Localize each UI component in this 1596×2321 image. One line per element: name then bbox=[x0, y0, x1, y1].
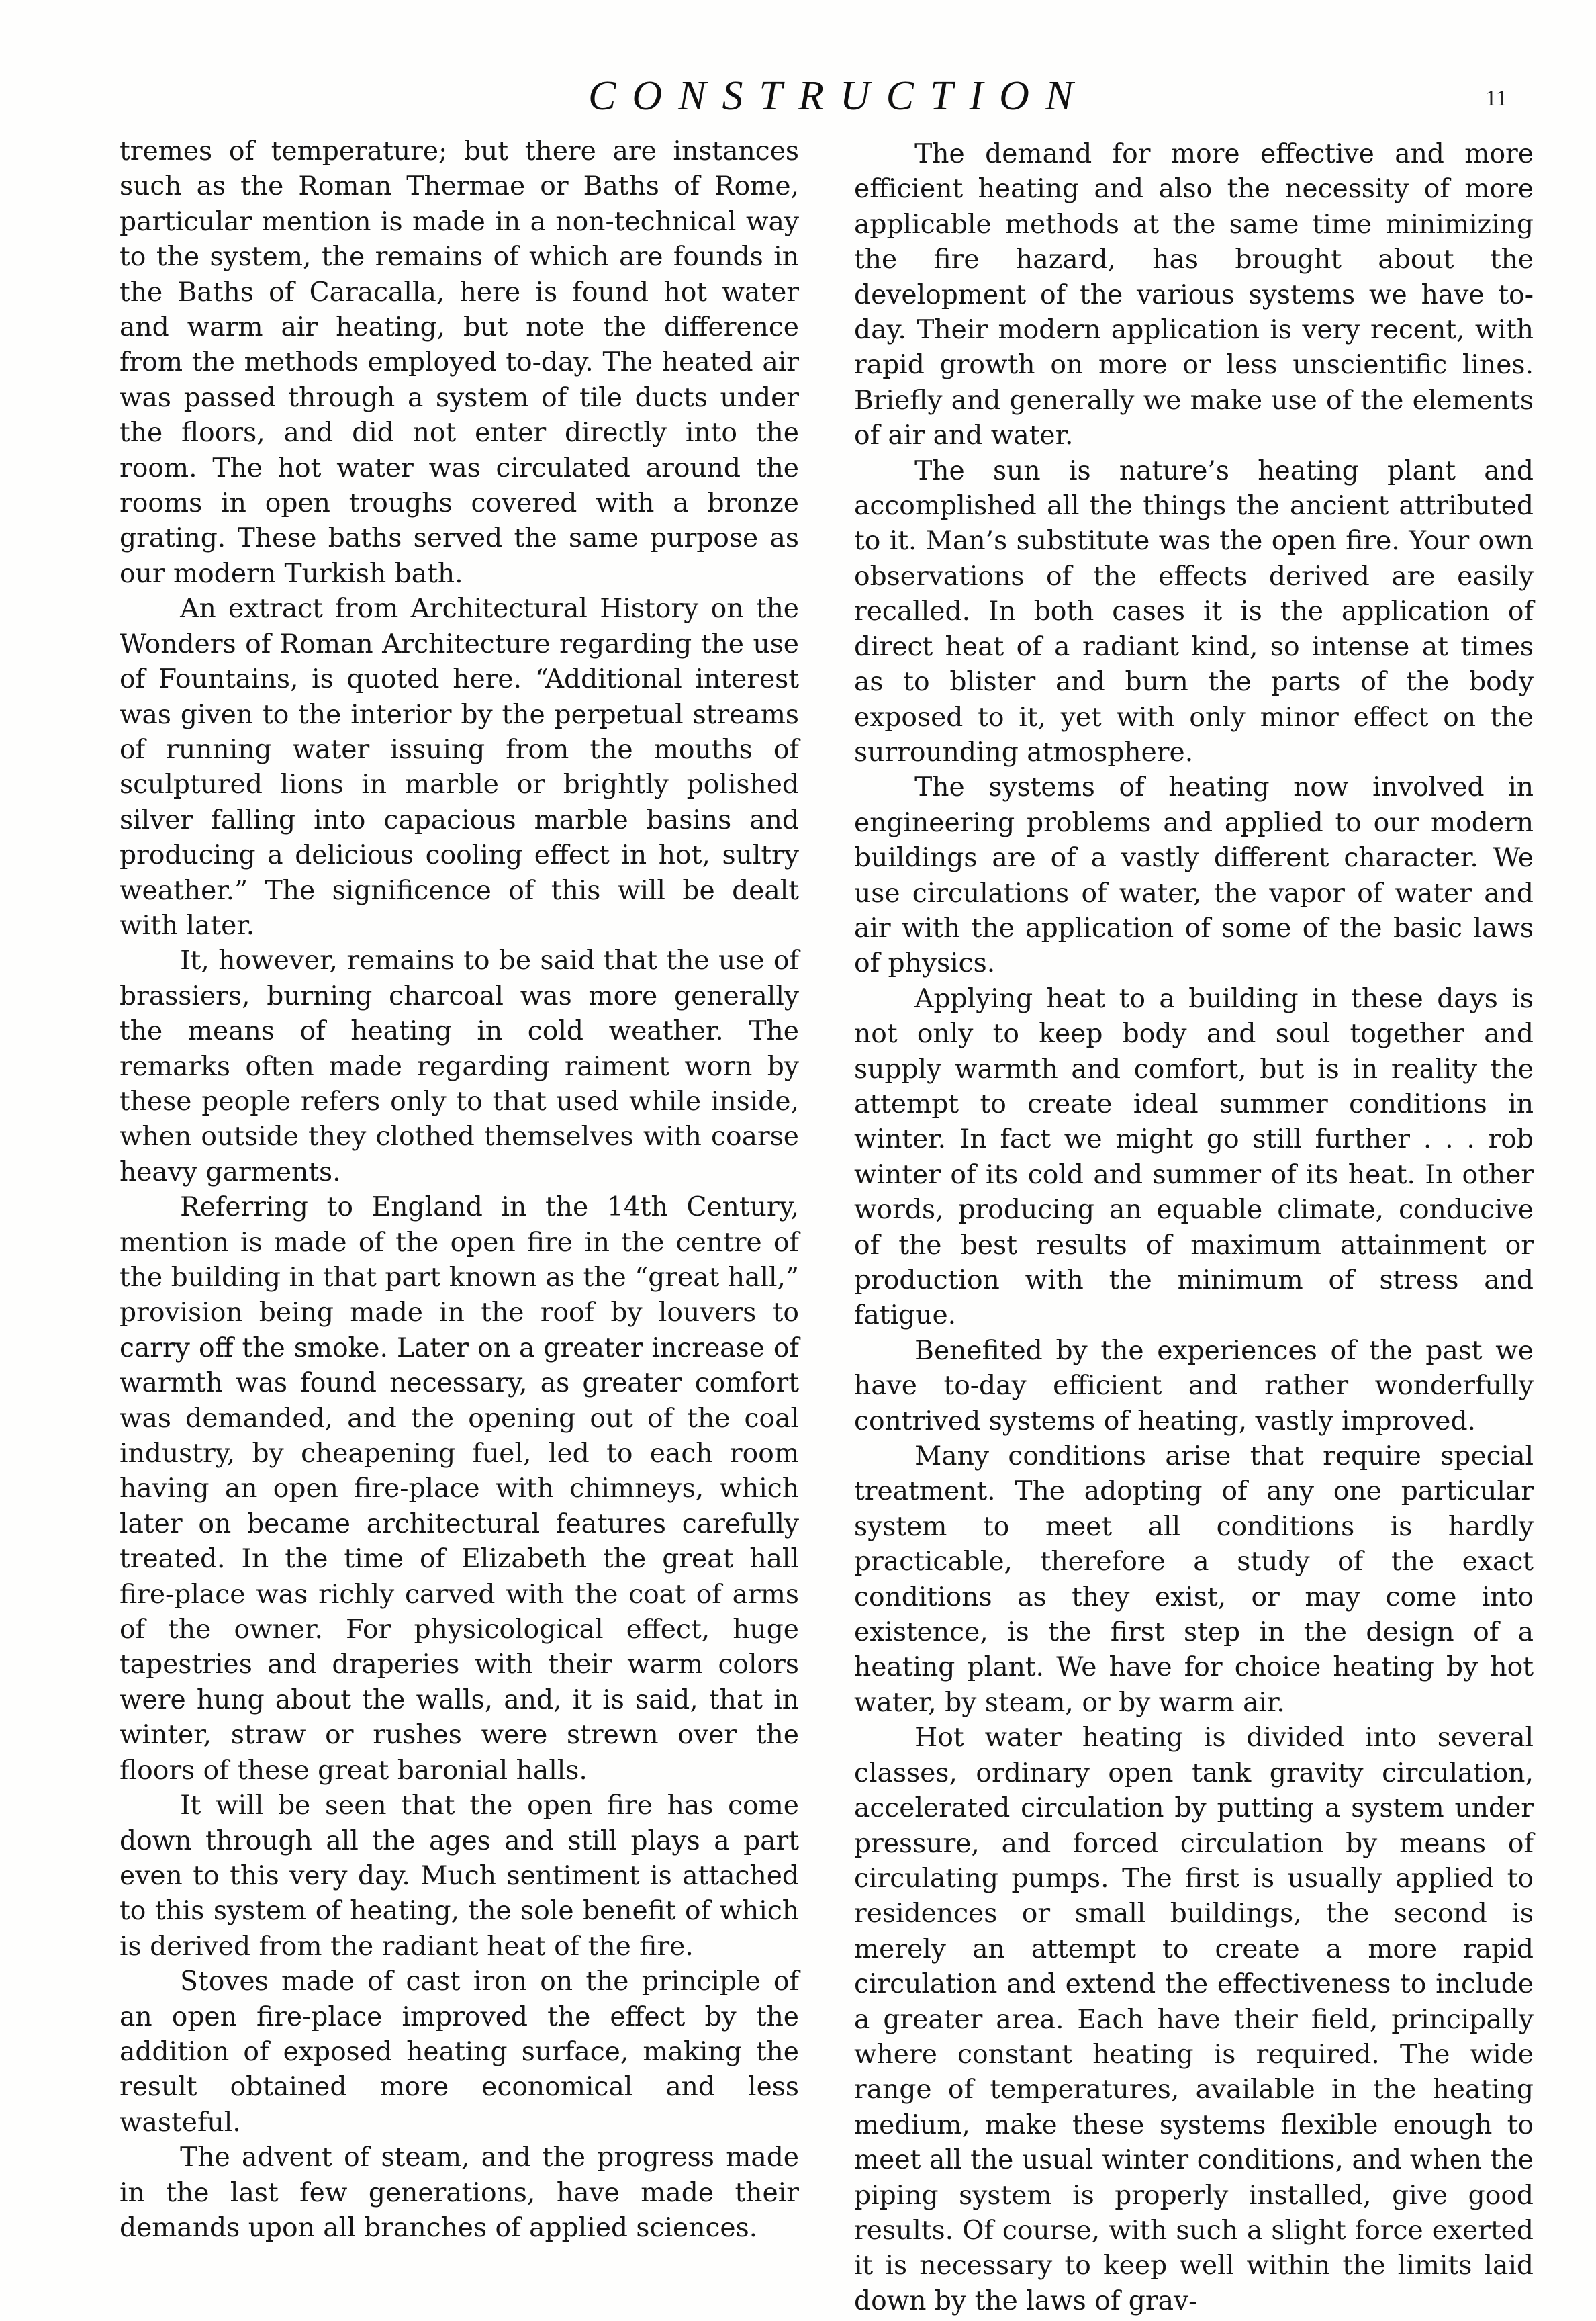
paragraph: The sun is nature’s heating plant and accomplished all the things the ancient attributed to it. Man’s substitute was the open fire. Your own observations of the effects derived are easily recalled. In both cases it is the application of direct heat of a radiant kind, so intense at times as to blister and burn the parts of the body exposed to it, yet with only minor effect on the surrounding atmosphere. bbox=[854, 455, 1534, 768]
left-column bbox=[120, 134, 799, 2246]
paragraph: The demand for more effective and more efficient heating and also the necessity of more applicable methods at the same time minimizing the fire hazard, has brought about the development of the various systems we have to-day. Their modern application is very recent, with rapid growth on more or less unscientific lines. Briefly and generally we make use of the elements of air and water. bbox=[854, 139, 1534, 451]
paragraph: An extract from Architectural History on the Wonders of Roman Architecture regarding the use of Fountains, is quoted here. “Additional interest was given to the interior by the perpetual streams of running water issuing from the mouths of sculptured lions in marble or brightly polished silver falling into capacious marble basins and producing a delicious cooling effect in hot, sultry weather.” The significence of this will be dealt with later. bbox=[120, 594, 799, 941]
paragraph: Referring to England in the 14th Century, mention is made of the open fire in the centre of the building in that part known as the “great hall,” provision being made in the roof by louvers to carry off the smoke. Later on a greater increase of warmth was found necessary, as greater comfort was demanded, and the opening out of the coal industry, by cheapening fuel, led to each room having an open fire-place with chimneys, which later on became architectural features carefully treated. In the time of Elizabeth the great hall fire-place was richly carved with the coat of arms of the owner. For physicological effect, huge tapestries and draperies with their warm colors were hung about the walls, and, it is said, that in winter, straw or rushes were strewn over the floors of these great baronial halls. bbox=[120, 1192, 799, 1786]
paragraph: Benefited by the experiences of the past we have to-day efficient and rather wonderfully contrived systems of heating, vastly improved. bbox=[854, 1335, 1534, 1437]
paragraph: Hot water heating is divided into several classes, ordinary open tank gravity circulation, accelerated circulation by putting a system under pressure, and forced circulation by means of circulating pumps. The first is usually applied to residences or small buildings, the second is merely an attempt to create a more rapid circulation and extend the effectiveness to include a greater area. Each have their field, principally where constant heating is required. The wide range of temperatures, available in the heating medium, make these systems flexible enough to meet all the usual winter conditions, and when the piping system is properly installed, give good results. Of course, with such a slight force exerted it is necessary to keep well within the limits laid down by the laws of grav- bbox=[854, 1723, 1534, 2316]
paragraph: It will be seen that the open fire has come down through all the ages and still plays a part even to this very day. Much sentiment is attached to this system of heating, the sole benefit of which is derived from the radiant heat of the fire. bbox=[120, 1790, 799, 1962]
paragraph: Many conditions arise that require special treatment. The adopting of any one particular system to meet all conditions is hardly practicable, therefore a study of the exact conditions as they exist, or may come into existence, is the first step in the design of a heating plant. We have for choice heating by hot water, by steam, or by warm air. bbox=[854, 1441, 1534, 1718]
page-number: 11 bbox=[1485, 86, 1507, 111]
paragraph: The systems of heating now involved in engineering problems and applied to our modern buildings are of a vastly different character. We use circulations of water, the vapor of water and air with the application of some of the basic laws of physics. bbox=[854, 772, 1534, 979]
right-column bbox=[854, 137, 1534, 2319]
paragraph: Stoves made of cast iron on the principle of an open fire-place improved the effect by the addition of exposed heating surface, making the result obtained more economical and less wasteful. bbox=[120, 1966, 799, 2138]
paragraph: tremes of temperature; but there are instances such as the Roman Thermae or Baths of Rome, particular mention is made in a non-technical way to the system, the remains of which are founds in the Baths of Caracalla, here is found hot water and warm air heating, but note the difference from the methods employed to-day. The heated air was passed through a system of tile ducts under the floors, and did not enter directly into the room. The hot water was circulated around the rooms in open troughs covered with a bronze grating. These baths served the same purpose as our modern Turkish bath. bbox=[120, 136, 799, 589]
running-title: CONSTRUCTION bbox=[588, 73, 1090, 119]
running-head bbox=[0, 73, 1596, 126]
paragraph: It, however, remains to be said that the use of brassiers, burning charcoal was more generally the means of heating in cold weather. The remarks often made regarding raiment worn by these people refers only to that used while inside, when outside they clothed themselves with coarse heavy garments. bbox=[120, 946, 799, 1187]
paragraph: Applying heat to a building in these days is not only to keep body and soul together and supply warmth and comfort, but is in reality the attempt to create ideal summer conditions in winter. In fact we might go still further . . . rob winter of its cold and summer of its heat. In other words, producing an equable climate, conducive of the best results of maximum attainment or production with the minimum of stress and fatigue. bbox=[854, 983, 1534, 1331]
paragraph: The advent of steam, and the progress made in the last few generations, have made their demands upon all branches of applied sciences. bbox=[120, 2142, 799, 2243]
